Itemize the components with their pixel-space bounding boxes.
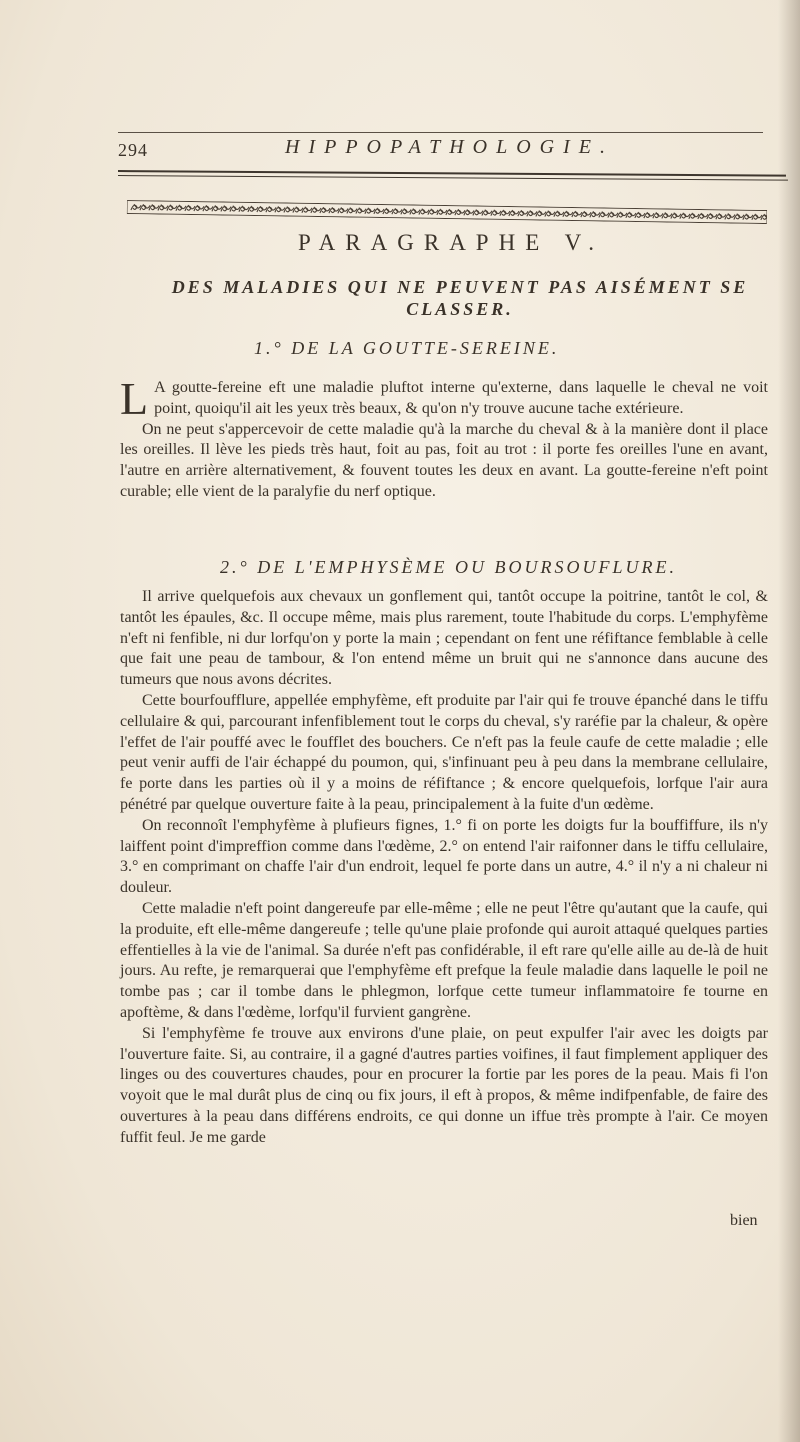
ornament-scroll <box>491 210 501 216</box>
ornament-scroll <box>257 206 267 212</box>
ornament-scroll <box>554 211 564 217</box>
body-paragraph: On reconnoît l'emphyfème à plufieurs fignes, 1.° fi on porte les doigts fur la bouffiffure, ils n'y laiffent point d'impreffion comme dans l'œdème, 2.° on entend l'air raifonner dans le tiffu cellulaire, 3.° en comprimant on chaffe l'air d'un endroit, lequel fe porte dans un autre, 4.° il n'y a ni chaleur ni douleur. <box>120 816 768 897</box>
ornament-scroll <box>212 205 222 211</box>
ornament-scroll <box>716 213 726 219</box>
ornament-scroll <box>311 207 321 213</box>
ornament-scroll <box>509 210 519 216</box>
paragraph-title: PARAGRAPHE V. <box>298 230 604 255</box>
running-head: HIPPOPATHOLOGIE. <box>285 136 614 158</box>
ornament-scroll <box>590 211 600 217</box>
ornament-scroll <box>653 212 663 218</box>
ornament-scroll <box>221 205 231 211</box>
ornament-scroll <box>527 210 537 216</box>
ornament-scroll <box>266 206 276 212</box>
ornament-scroll <box>545 211 555 217</box>
ornament-scroll <box>608 212 618 218</box>
top-rule <box>118 132 763 133</box>
ornament-scroll <box>392 208 402 214</box>
ornament-scroll <box>131 204 141 210</box>
ornament-scroll <box>410 208 420 214</box>
ornament-scroll <box>275 206 285 212</box>
ornament-scroll <box>194 205 204 211</box>
ornament-scroll <box>581 211 591 217</box>
ornament-scroll <box>599 211 609 217</box>
ornament-scroll <box>482 210 492 216</box>
ornament-scroll <box>563 211 573 217</box>
ornament-scroll <box>239 206 249 212</box>
ornament-scroll <box>284 206 294 212</box>
ornament-scroll <box>167 205 177 211</box>
body-paragraph: Cette maladie n'eft point dangereufe par elle-même ; elle ne peut l'être qu'autant que la caufe, qui la produite, eft elle-même dangereufe ; telle qu'une plaie profonde qui auroit attaqué quelques parties effentielles à la vie de l'animal. Sa durée n'eft pas confidérable, il eft rare qu'elle aille au de-là de huit jours. Au refte, je remarquerai que l'emphyfème eft prefque la feule maladie dans laquelle le poil ne tombe pas ; car il tombe dans le phlegmon, lorfque cette tumeur inflammatoire fe tourne en apoftème, & dans l'œdème, lorfqu'il furvient gangrène. <box>120 899 768 1021</box>
ornament-scroll <box>347 207 357 213</box>
subsection-body-goutte-sereine <box>120 373 768 503</box>
subsection-title-emphyseme: 2.° DE L'EMPHYSÈME OU BOURSOUFLURE. <box>220 557 678 577</box>
ornament-scroll <box>707 213 717 219</box>
ornament-scroll <box>698 213 708 219</box>
ornament-scroll <box>644 212 654 218</box>
ornament-scroll <box>230 206 240 212</box>
ornament-scroll <box>761 214 767 220</box>
ornament-scroll <box>293 207 303 213</box>
decorative-border-ornament <box>127 200 767 224</box>
ornament-scroll <box>158 204 168 210</box>
ornament-scroll <box>572 211 582 217</box>
ornament-scroll <box>743 214 753 220</box>
ornament-scroll <box>176 205 186 211</box>
ornament-scroll <box>149 204 159 210</box>
ornament-scroll <box>500 210 510 216</box>
ornament-scroll <box>356 208 366 214</box>
body-paragraph: On ne peut s'appercevoir de cette maladie qu'à la marche du cheval & à la manière dont il place les oreilles. Il lève les pieds très haut, foit au pas, foit au trot : il porte fes oreilles l'une en avant, l'autre en arrière alternativement, & fouvent toutes les deux en avant. La goutte-fereine n'eft point curable; elle vient de la paralyfie du nerf optique. <box>120 420 768 500</box>
ornament-scroll <box>662 212 672 218</box>
ornament-scroll <box>689 213 699 219</box>
subsection-body-emphyseme <box>120 587 768 1149</box>
body-paragraph: Cette bourfoufflure, appellée emphyfème, eft produite par l'air qui fe trouve épanché dans le tiffu cellulaire & qui, parcourant infenfiblement tout le corps du cheval, s'y raréfie par la chaleur, & opère l'effet de l'air pouffé avec le foufflet des bouchers. Ce n'eft pas la feule caufe de cette maladie ; elle peut venir auffi de l'air échappé du poumon, qui, s'infinuant peu à peu dans la membrane cellulaire, fe porte dans les parties où il y a moins de réfiftance ; & encore quelquefois, lorfque l'air aura pénétré par quelque ouverture faite à la peau, principalement à la fuite d'un œdème. <box>120 691 768 813</box>
ornament-scroll <box>203 205 213 211</box>
ornament-scroll <box>626 212 636 218</box>
body-paragraph: Si l'emphyfème fe trouve aux environs d'une plaie, on peut expulfer l'air avec les doigts par l'ouverture faite. Si, au contraire, il a gagné d'autres parties voifines, il faut fimplement appliquer des linges ou des couvertures chaudes, pour en procurer la fortie par les pores de la peau. Mais fi l'on voyoit que le mal durât plus de cinq ou fix jours, il eft à propos, & même indifpenfable, de faire des ouvertures à la peau dans différens endroits, ce qui donne un iffue très prompte à l'air. Ce moyen fuffit feul. Je me garde <box>120 1024 768 1146</box>
section-title: DES MALADIES QUI NE PEUVENT PAS AISÉMENT SE CLASSER. <box>171 277 749 319</box>
body-paragraph: L A goutte-fereine eft une maladie pluftot interne qu'externe, dans laquelle le cheval ne voit point, quoiqu'il ait les yeux très beaux, & qu'on n'y trouve aucune tache extérieure. <box>120 373 768 424</box>
ornament-scroll <box>671 213 681 219</box>
ornament-scroll <box>338 207 348 213</box>
ornament-scroll <box>302 207 312 213</box>
ornament-scroll <box>401 208 411 214</box>
ornament-scroll <box>428 209 438 215</box>
ornament-scroll <box>140 204 150 210</box>
ornament-scroll <box>464 209 474 215</box>
ornament-scroll <box>455 209 465 215</box>
ornament-scroll <box>473 209 483 215</box>
ornament-scroll <box>518 210 528 216</box>
ornament-scroll <box>635 212 645 218</box>
ornament-scroll <box>320 207 330 213</box>
ornament-scroll <box>617 212 627 218</box>
ornament-scroll <box>725 213 735 219</box>
ornament-scroll <box>680 213 690 219</box>
ornament-scroll <box>383 208 393 214</box>
ornament-scroll <box>248 206 258 212</box>
subsection-title-goutte-sereine: 1.° DE LA GOUTTE-SEREINE. <box>254 338 560 358</box>
ornament-scroll <box>365 208 375 214</box>
ornament-scroll <box>446 209 456 215</box>
binding-shadow <box>778 0 800 1442</box>
ornament-scroll <box>752 214 762 220</box>
ornament-scroll <box>329 207 339 213</box>
ornament-scroll <box>419 209 429 215</box>
ornament-scroll <box>185 205 195 211</box>
ornament-scroll <box>437 209 447 215</box>
ornament-scroll <box>536 210 546 216</box>
ornament-scroll <box>374 208 384 214</box>
ornament-scroll <box>734 214 744 220</box>
catchword: bien <box>730 1212 758 1229</box>
page-number: 294 <box>118 140 148 160</box>
drop-cap: L <box>120 373 149 424</box>
body-paragraph: Il arrive quelquefois aux chevaux un gonflement qui, tantôt occupe la poitrine, tantôt le col, & tantôt les épaules, &c. Il occupe même, mais plus rarement, toute l'habitude du corps. L'emphyfème n'eft ni fenfible, ni dur lorfqu'on y porte la main ; cependant on fent une réfiftance femblable à celle que fait une peau de tambour, & l'on entend même un bruit qui ne s'annonce dans aucune des tumeurs que nous avons décrites. <box>120 588 768 689</box>
